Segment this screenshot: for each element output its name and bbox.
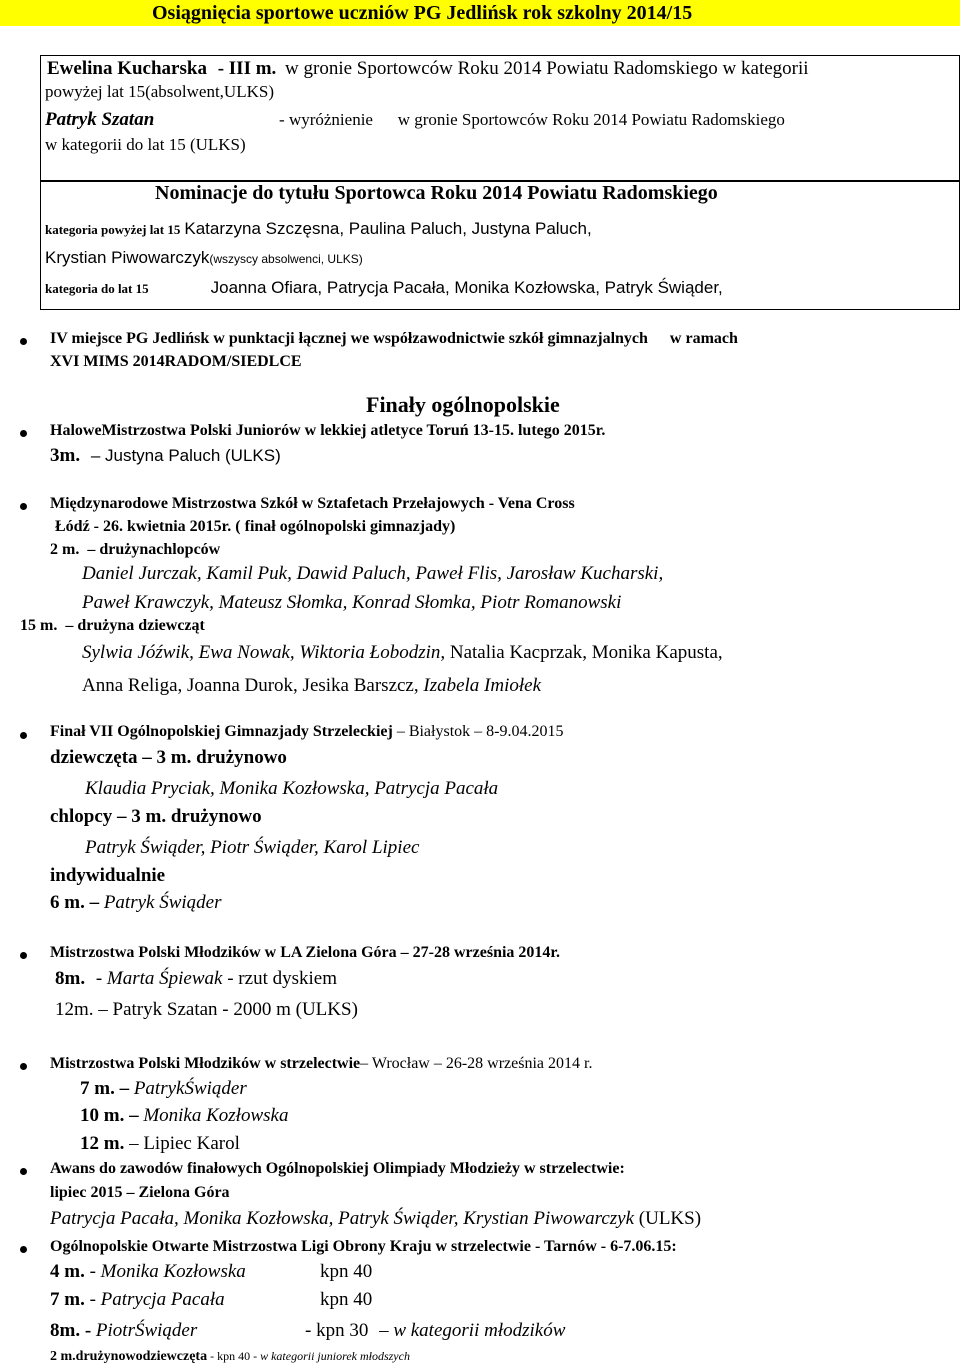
youth-la-result-2: 12m. – Patryk Szatan - 2000 m (ULKS): [55, 999, 358, 1020]
lok-result-2: 7 m. - Patrycja Pacała: [50, 1289, 225, 1310]
award-line-2: powyżej lat 15(absolwent,ULKS): [45, 82, 274, 101]
lok-result-3: 8m. - PiotrŚwiąder: [50, 1320, 198, 1341]
relay-boys-names-2: Paweł Krawczyk, Mateusz Słomka, Konrad Słomka, Piotr Romanowski: [82, 592, 622, 613]
lok-result-2-score: kpn 40: [320, 1289, 373, 1310]
youth-la-result-1: 8m. - Marta Śpiewak - rzut dyskiem: [55, 968, 337, 989]
bullet: [20, 503, 27, 510]
youth-shooting-result-2: 10 m. – Monika Kozłowska: [80, 1105, 289, 1126]
mims-line-2: XVI MIMS 2014RADOM/SIEDLCE: [50, 353, 302, 370]
page-title: Osiągnięcia sportowe uczniów PG Jedlińsk rok szkolny 2014/15: [152, 2, 693, 24]
lok-result-1-score: kpn 40: [320, 1261, 373, 1282]
bullet: [20, 952, 27, 959]
award-line-3: Patryk Szatan - wyróżnienie w gronie Sportowców Roku 2014 Powiatu Radomskiego: [45, 109, 785, 130]
indoor-champs-line: HaloweMistrzostwa Polski Juniorów w lekkiej atletyce Toruń 13-15. lutego 2015r.: [50, 422, 606, 439]
shooting-boys-result: chlopcy – 3 m. drużynowo: [50, 806, 262, 827]
award-line-4: w kategorii do lat 15 (ULKS): [45, 135, 246, 154]
relay-boys-names-1: Daniel Jurczak, Kamil Puk, Dawid Paluch, Paweł Flis, Jarosław Kucharski,: [82, 563, 664, 584]
indoor-result: 3m. – Justyna Paluch (ULKS): [50, 445, 281, 466]
youth-la-champs-line: Mistrzostwa Polski Młodzików w LA Zielona Góra – 27-28 września 2014r.: [50, 944, 561, 961]
relay-line-2: Łódź - 26. kwietnia 2015r. ( finał ogólnopolski gimnazjady): [55, 518, 456, 535]
relay-girls-names-2: Anna Religa, Joanna Durok, Jesika Barszcz, Izabela Imiołek: [82, 675, 542, 696]
shooting-individual-result: 6 m. – Patryk Świąder: [50, 892, 222, 913]
youth-shooting-result-1: 7 m. – PatrykŚwiąder: [80, 1078, 247, 1099]
mims-line-1: IV miejsce PG Jedlińsk w punktacji łącznej we współzawodnictwie szkół gimnazjalnych w ramach: [50, 330, 738, 347]
lok-result-4: 2 m.drużynowodziewczęta - kpn 40 - w kategorii juniorek młodszych: [50, 1349, 410, 1364]
bullet: [20, 732, 27, 739]
olympiad-line-2: lipiec 2015 – Zielona Góra: [50, 1184, 230, 1201]
nomination-row-1: kategoria powyżej lat 15 Katarzyna Szczęsna, Paulina Paluch, Justyna Paluch,: [45, 219, 592, 238]
award-line-1: Ewelina Kucharska - III m. w gronie Sportowców Roku 2014 Powiatu Radomskiego w kategorii: [47, 58, 809, 79]
olympiad-names: Patrycja Pacała, Monika Kozłowska, Patryk Świąder, Krystian Piwowarczyk (ULKS): [50, 1208, 702, 1229]
relay-girls-names-1: Sylwia Jóźwik, Ewa Nowak, Wiktoria Łobodzin, Natalia Kacprzak, Monika Kapusta,: [82, 642, 723, 663]
lok-champs-line: Ogólnopolskie Otwarte Mistrzostwa Ligi Obrony Kraju w strzelectwie - Tarnów - 6-7.06.15:: [50, 1238, 677, 1255]
bullet: [20, 1168, 27, 1175]
relay-line-1: Międzynarodowe Mistrzostwa Szkół w Sztafetach Przełajowych - Vena Cross: [50, 495, 575, 512]
nominations-heading: Nominacje do tytułu Sportowca Roku 2014 Powiatu Radomskiego: [155, 182, 718, 204]
bullet: [20, 1246, 27, 1253]
relay-girls-result: 15 m. – drużyna dziewcząt: [20, 617, 205, 634]
bullet: [20, 430, 27, 437]
olympiad-line-1: Awans do zawodów finałowych Ogólnopolskiej Olimpiady Młodzieży w strzelectwie:: [50, 1160, 625, 1177]
shooting-girls-names: Klaudia Pryciak, Monika Kozłowska, Patrycja Pacała: [85, 778, 499, 799]
shooting-final-line: Finał VII Ogólnopolskiej Gimnazjady Strzeleckiej – Białystok – 8-9.04.2015: [50, 723, 564, 740]
lok-result-1: 4 m. - Monika Kozłowska: [50, 1261, 246, 1282]
nomination-row-3: kategoria do lat 15 Joanna Ofiara, Patrycja Pacała, Monika Kozłowska, Patryk Świąder,: [45, 278, 723, 297]
youth-shooting-result-3: 12 m. – Lipiec Karol: [80, 1133, 240, 1154]
shooting-girls-result: dziewczęta – 3 m. drużynowo: [50, 747, 287, 768]
bullet: [20, 338, 27, 345]
shooting-individual-label: indywidualnie: [50, 865, 166, 886]
finals-heading: Finały ogólnopolskie: [366, 392, 560, 417]
nomination-row-2: Krystian Piwowarczyk(wszyscy absolwenci, ULKS): [45, 248, 363, 267]
lok-result-3-score: - kpn 30 – w kategorii młodzików: [305, 1320, 566, 1341]
relay-boys-result: 2 m. – drużynachlopców: [50, 541, 221, 558]
shooting-boys-names: Patryk Świąder, Piotr Świąder, Karol Lipiec: [85, 837, 420, 858]
youth-shooting-line: Mistrzostwa Polski Młodzików w strzelectwie– Wrocław – 26-28 września 2014 r.: [50, 1055, 593, 1072]
bullet: [20, 1063, 27, 1070]
